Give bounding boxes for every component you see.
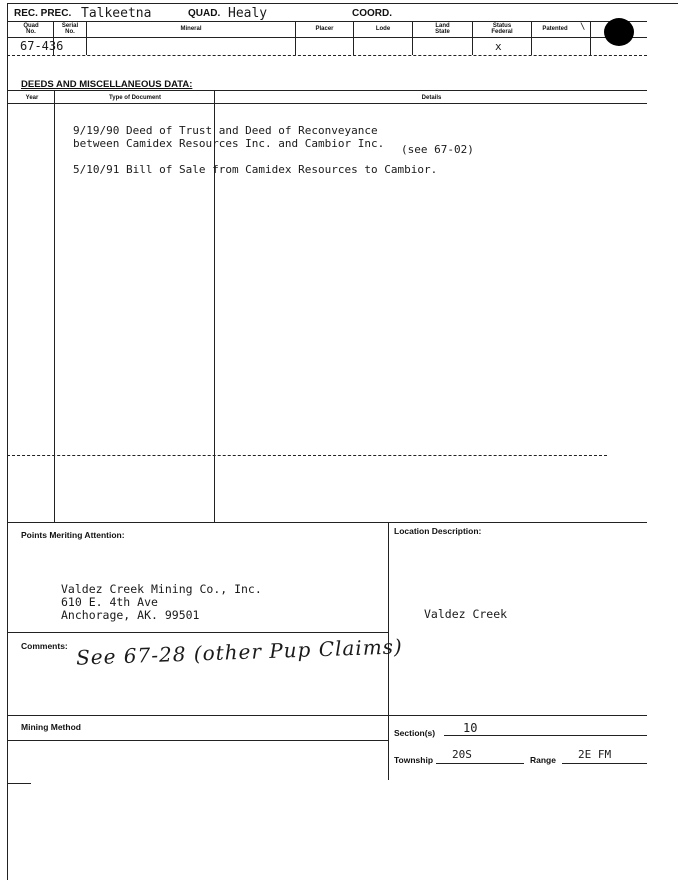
patented-mark: \ <box>580 22 586 32</box>
punch-hole-mark <box>604 18 634 46</box>
points-line-2: 610 E. 4th Ave <box>61 595 158 609</box>
quad-value: Healy <box>228 6 268 21</box>
form-top-border <box>7 3 678 4</box>
comments-handwritten-note: See 67-28 (other Pup Claims) <box>75 634 404 670</box>
range-label: Range <box>530 755 556 765</box>
claim-table-header-rule <box>7 37 647 38</box>
mining-method-label: Mining Method <box>21 722 81 732</box>
quad-label: QUAD. <box>188 8 221 19</box>
mining-method-rule <box>7 740 388 741</box>
range-value: 2E FM <box>578 748 612 761</box>
points-line-1: Valdez Creek Mining Co., Inc. <box>61 582 262 596</box>
section-value: 10 <box>463 721 478 735</box>
points-line-3: Anchorage, AK. 99501 <box>61 608 200 622</box>
col-type-of-document: Type of Document <box>109 95 161 101</box>
deed-see-ref: (see 67-02) <box>401 143 474 156</box>
stray-rule <box>7 783 31 784</box>
comments-label: Comments: <box>21 641 68 651</box>
col-status-federal: Status Federal <box>491 23 513 35</box>
quad-serial-value: 67-436 <box>20 39 64 53</box>
points-meriting-attention-label: Points Meriting Attention: <box>21 530 125 540</box>
col-details: Details <box>421 95 442 101</box>
township-value: 20S <box>452 748 472 761</box>
deeds-mid-rule <box>7 455 607 456</box>
claim-table-top-rule <box>7 21 647 22</box>
rec-prec-label: REC. PREC. <box>14 8 72 19</box>
deed-entry-1: 9/19/90 Deed of Trust and Deed of Reconveyance <box>73 124 378 137</box>
deeds-type-divider <box>214 90 215 522</box>
deed-entry-3: 5/10/91 Bill of Sale from Camidex Resources to Cambior. <box>73 163 438 176</box>
col-year: Year <box>25 95 39 101</box>
section-underline <box>444 735 647 736</box>
claim-col-divider <box>590 21 591 55</box>
mining-method-top-rule <box>7 715 647 716</box>
location-description-value: Valdez Creek <box>424 607 508 621</box>
deeds-header-rule <box>7 103 647 104</box>
col-serial-no: Serial No. <box>61 23 79 35</box>
deeds-section-title: DEEDS AND MISCELLANEOUS DATA: <box>21 79 193 90</box>
status-mark: x <box>495 40 502 53</box>
col-mineral: Mineral <box>180 26 202 32</box>
range-underline <box>562 763 647 764</box>
comments-top-rule <box>7 632 388 633</box>
deeds-top-rule <box>7 90 647 91</box>
deed-entry-2: between Camidex Resources Inc. and Cambior Inc. <box>73 137 385 150</box>
col-land-state: Land State <box>435 23 450 35</box>
rec-prec-value: Talkeetna <box>81 6 152 21</box>
section-label: Section(s) <box>394 728 436 738</box>
township-label: Township <box>394 755 434 765</box>
col-placer: Placer <box>315 26 334 32</box>
township-underline <box>436 763 524 764</box>
coord-label: COORD. <box>352 8 392 19</box>
lower-section-top-rule <box>7 522 647 523</box>
claim-table-bottom-rule <box>7 55 647 56</box>
col-lode: Lode <box>375 26 391 32</box>
form-left-border <box>7 3 8 880</box>
deeds-year-divider <box>54 90 55 522</box>
location-description-label: Location Description: <box>394 526 482 536</box>
col-quad-no: Quad No. <box>23 23 39 35</box>
col-patented: Patented <box>542 26 568 32</box>
